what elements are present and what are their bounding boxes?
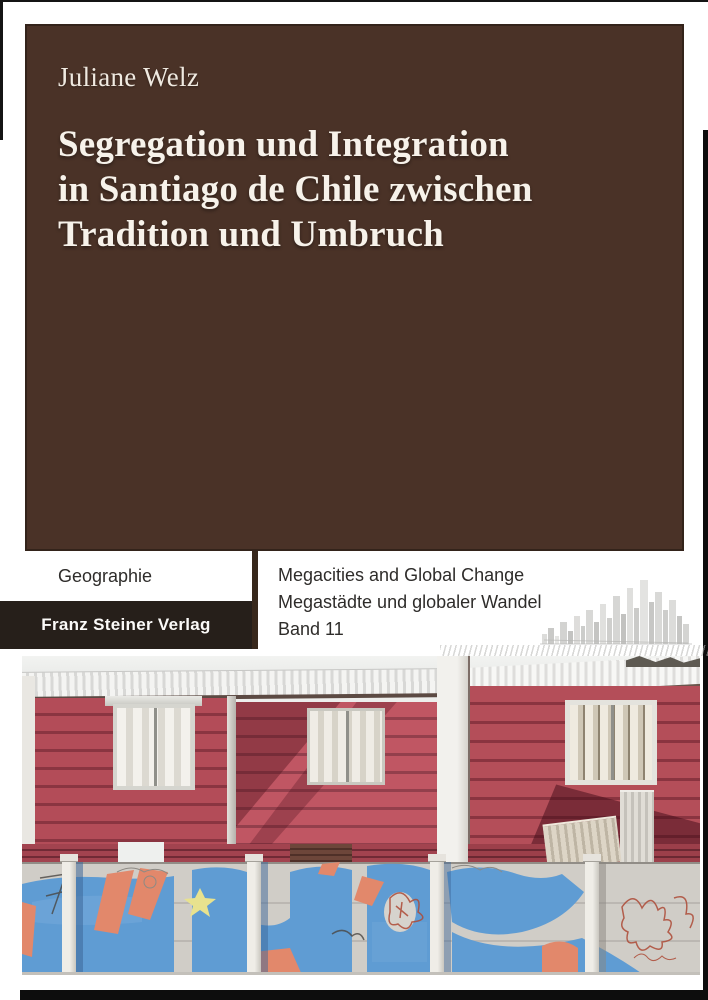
- red-slat-strip: [22, 844, 437, 862]
- publisher-name: Franz Steiner Verlag: [41, 615, 211, 634]
- author-name: Juliane Welz: [58, 62, 200, 92]
- book-title: [58, 122, 533, 257]
- series-title-de: Megastädte und globaler Wandel: [278, 592, 542, 612]
- white-post-left-edge: [22, 676, 35, 862]
- downspout-pipe: [227, 696, 236, 862]
- skyline-bars-graphic: [540, 574, 692, 646]
- title-line-2: in Santiago de Chile zwischen: [58, 169, 533, 210]
- dark-wood-patch: [290, 844, 352, 862]
- wall-post: [585, 854, 599, 975]
- photo-bottom-edge: [22, 972, 700, 975]
- window-right: [565, 700, 657, 785]
- wall-post: [430, 854, 444, 975]
- scan-edge-right: [703, 130, 708, 1000]
- series-title-en: Megacities and Global Change: [278, 565, 525, 585]
- column-divider: [252, 551, 258, 649]
- bar-columns: [542, 580, 689, 644]
- wall-post: [62, 854, 76, 975]
- bright-gap: [118, 842, 164, 862]
- wall-post: [247, 854, 261, 975]
- window-mullion: [611, 705, 614, 780]
- window-left: [113, 704, 195, 790]
- scan-edge-left: [0, 0, 3, 140]
- series-info: [278, 562, 542, 643]
- window-mullion: [346, 711, 349, 782]
- platform-hatch-strip: [440, 645, 708, 656]
- concrete-pillar: [437, 656, 470, 862]
- title-line-1: Segregation und Integration: [58, 124, 509, 165]
- window-middle: [307, 708, 385, 785]
- publisher-bar: [0, 601, 252, 649]
- scan-edge-bottom: [20, 990, 708, 1000]
- fluted-column: [620, 790, 654, 864]
- scan-edge-top: [0, 0, 708, 2]
- window-mullion: [154, 708, 157, 786]
- title-line-3: Tradition und Umbruch: [58, 214, 444, 255]
- discipline-label: Geographie: [58, 566, 153, 586]
- cover-photo: [22, 656, 700, 975]
- title-block: [25, 24, 684, 551]
- series-volume: Band 11: [278, 619, 344, 639]
